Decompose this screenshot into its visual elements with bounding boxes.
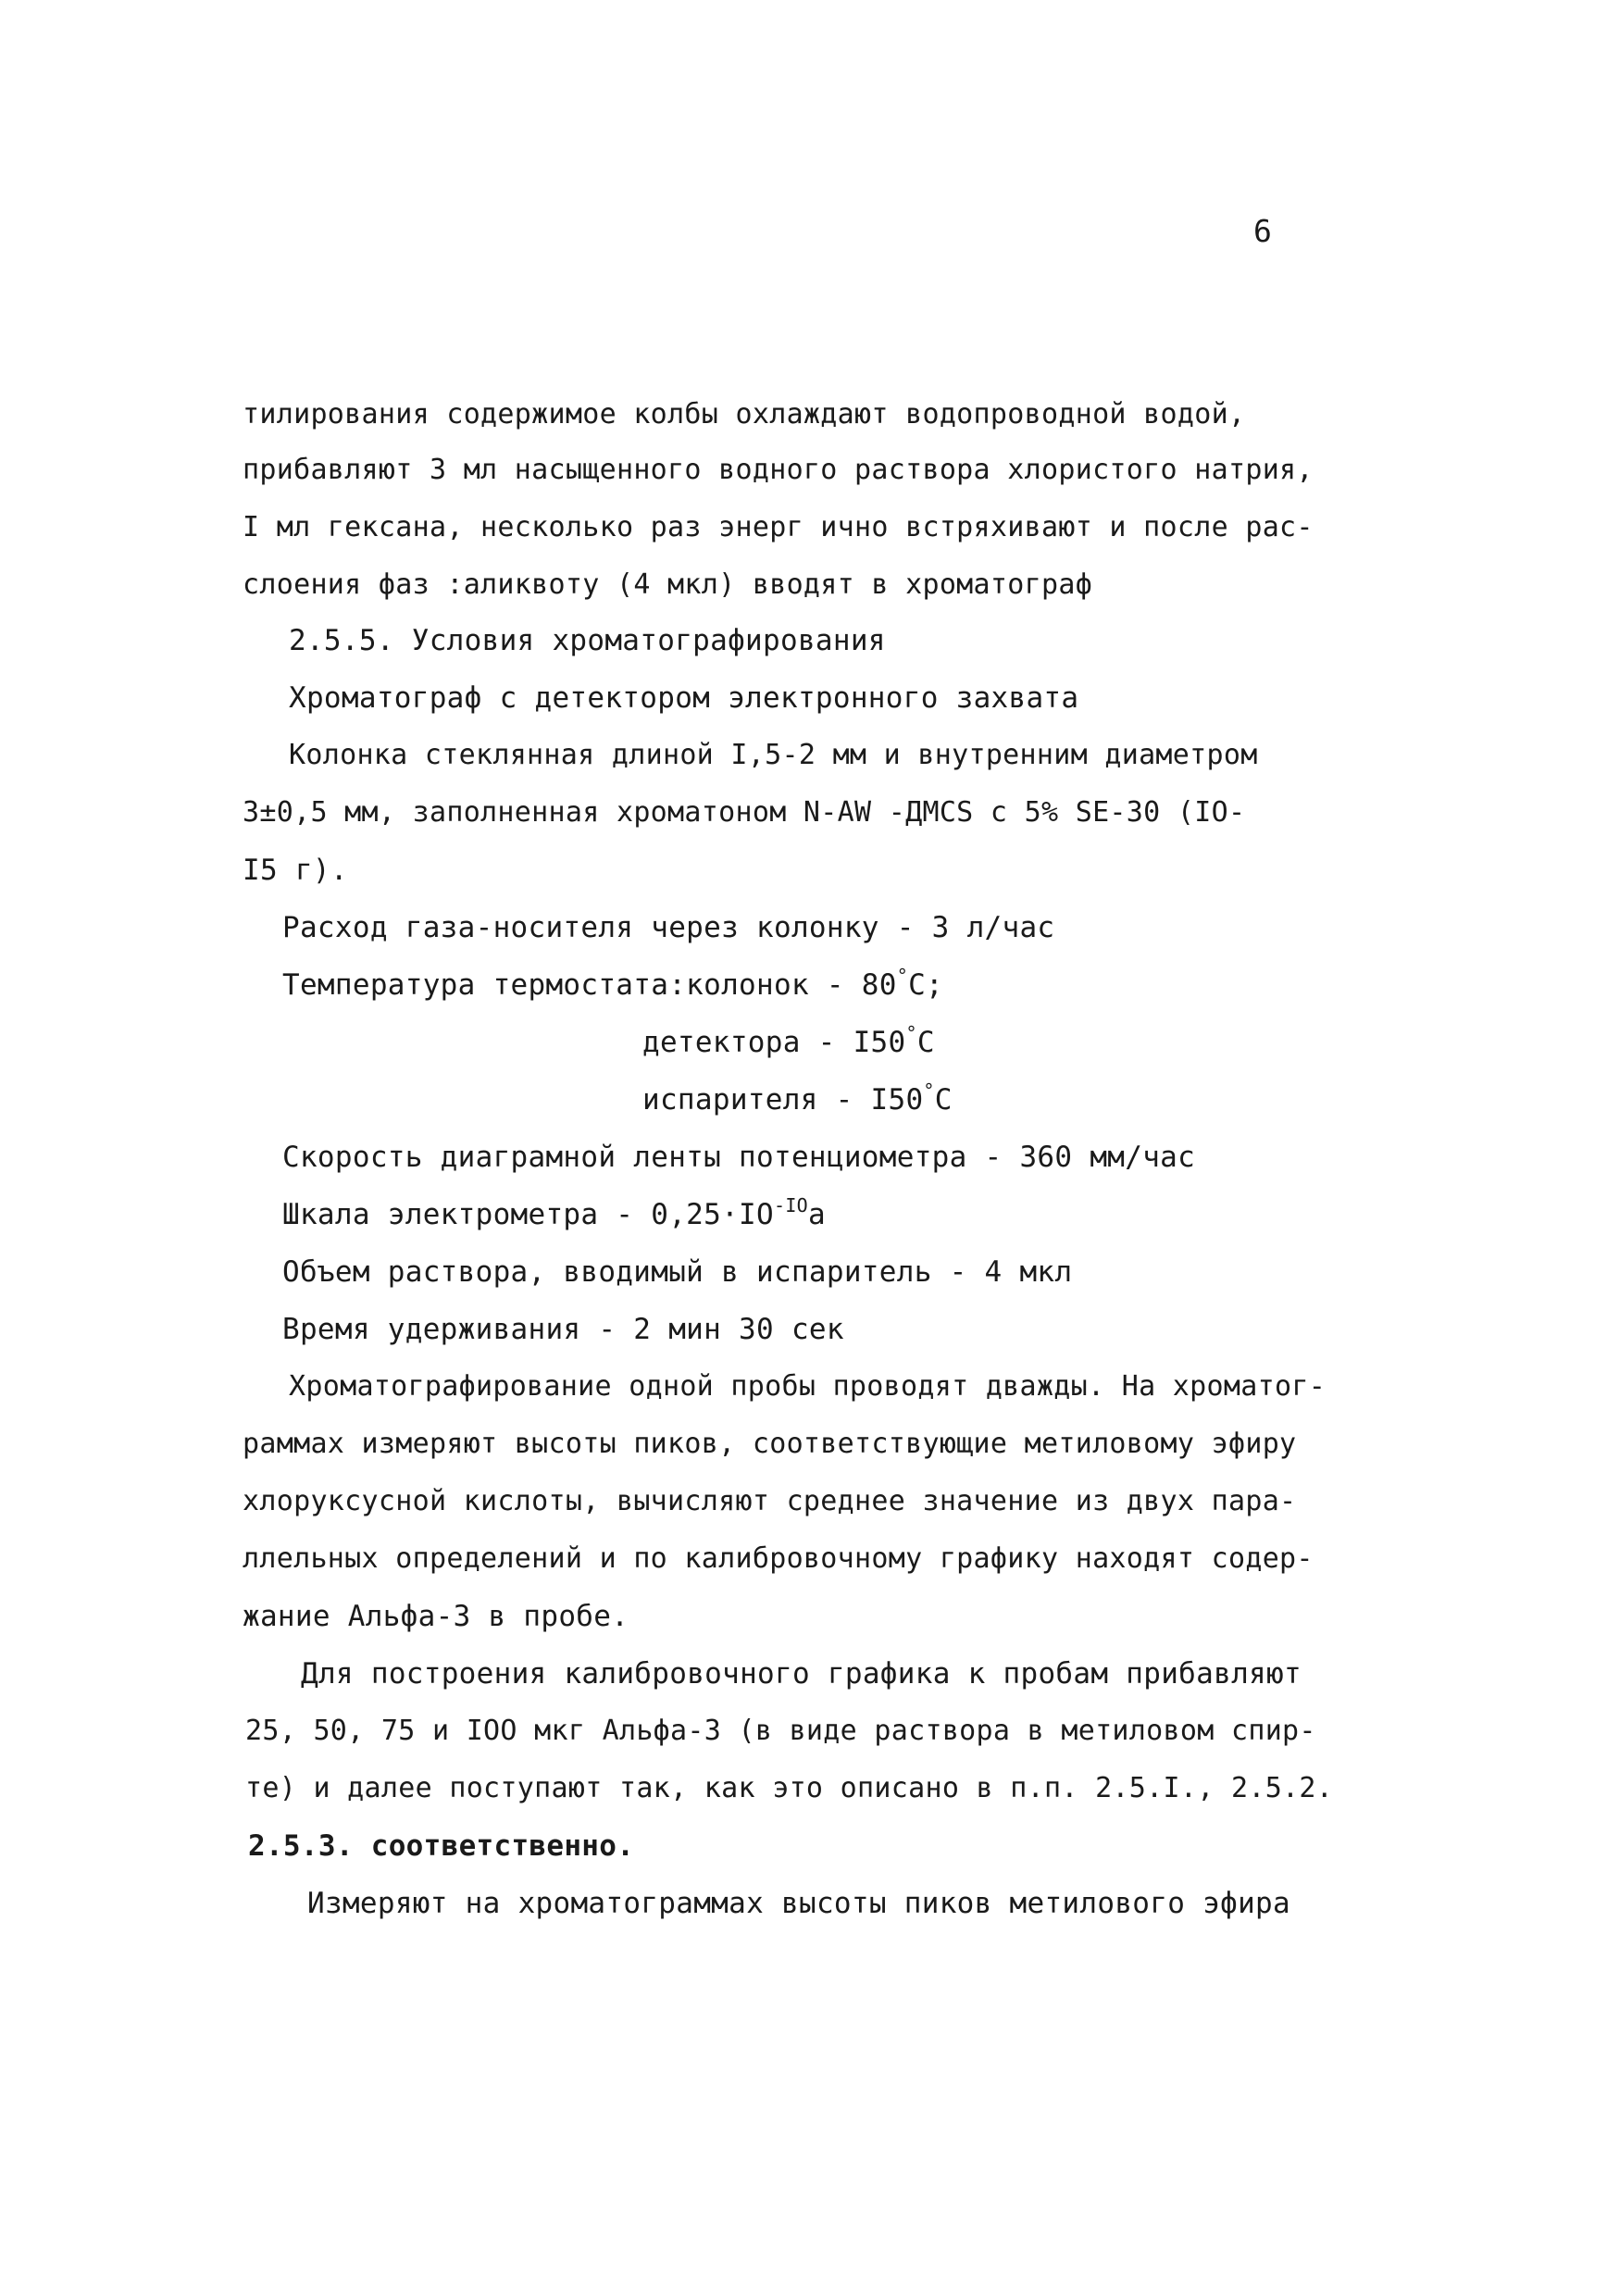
page-number: 6 bbox=[1253, 213, 1272, 249]
text-fragment: Температура термостата:колонок - 80 bbox=[282, 968, 897, 1002]
text-fragment: С bbox=[934, 1083, 953, 1117]
text-line: хлоруксусной кислоты, вычисляют среднее значение из двух пара- bbox=[243, 1485, 1297, 1517]
text-line: Для построения калибровочного графика к пробам прибавляют bbox=[301, 1657, 1302, 1691]
text-line: раммах измеряют высоты пиков, соответствующие метиловому эфиру bbox=[243, 1428, 1297, 1460]
text-fragment: Шкала электрометра - 0,25·IO bbox=[282, 1198, 774, 1231]
section-heading: 2.5.5. Условия хроматографирования bbox=[289, 624, 886, 657]
text-fragment: а bbox=[808, 1198, 826, 1231]
text-line: Хроматографирование одной пробы проводят дважды. На хроматог- bbox=[289, 1370, 1327, 1403]
text-line: 3±0,5 мм, заполненная хроматоном N-AW -ДМCS с 5% SE-30 (IO- bbox=[243, 796, 1246, 829]
superscript: ° bbox=[896, 965, 909, 987]
text-fragment: испарителя - I50 bbox=[642, 1083, 924, 1117]
text-line bbox=[642, 1024, 935, 1061]
superscript: ° bbox=[923, 1079, 935, 1102]
text-fragment: С; bbox=[908, 968, 944, 1002]
superscript: -IO bbox=[773, 1194, 809, 1217]
superscript: ° bbox=[905, 1022, 917, 1044]
text-line: прибавляют 3 мл насыщенного водного раствора хлористого натрия, bbox=[243, 454, 1314, 486]
text-line: Расход газа-носителя через колонку - 3 л/час bbox=[282, 911, 1055, 944]
text-line bbox=[282, 967, 943, 1004]
text-line: Измеряют на хроматограммах высоты пиков метилового эфира bbox=[307, 1887, 1290, 1920]
text-line: тилирования содержимое колбы охлаждают водопроводной водой, bbox=[243, 398, 1246, 430]
text-line: Колонка стеклянная длиной I,5-2 мм и внутренним диаметром bbox=[289, 739, 1258, 771]
text-line: 2.5.3. соответственно. bbox=[248, 1829, 635, 1863]
text-line: I5 г). bbox=[243, 854, 348, 887]
text-line: Объем раствора, вводимый в испаритель - 4 мкл bbox=[282, 1255, 1073, 1289]
text-fragment: С bbox=[916, 1026, 935, 1059]
text-line: Скорость диаграмной ленты потенциометра - 360 мм/час bbox=[282, 1141, 1196, 1174]
text-fragment: детектора - I50 bbox=[642, 1026, 906, 1059]
text-line: жание Альфа-3 в пробе. bbox=[243, 1600, 629, 1633]
text-line: Хроматограф с детектором электронного захвата bbox=[289, 681, 1079, 715]
text-line bbox=[282, 1196, 826, 1233]
text-line: ллельных определений и по калибровочному графику находят содер- bbox=[243, 1542, 1314, 1575]
text-line: Время удерживания - 2 мин 30 сек bbox=[282, 1313, 844, 1346]
text-line bbox=[642, 1081, 953, 1118]
text-line: I мл гексана, несколько раз энерг ично встряхивают и после рас- bbox=[243, 511, 1314, 543]
text-line: слоения фаз :аликвоту (4 мкл) вводят в хроматограф bbox=[243, 568, 1093, 601]
text-line: 25, 50, 75 и IOO мкг Альфа-3 (в виде раствора в метиловом спир- bbox=[245, 1715, 1316, 1747]
text-line: те) и далее поступают так, как это описано в п.п. 2.5.I., 2.5.2. bbox=[245, 1772, 1334, 1804]
